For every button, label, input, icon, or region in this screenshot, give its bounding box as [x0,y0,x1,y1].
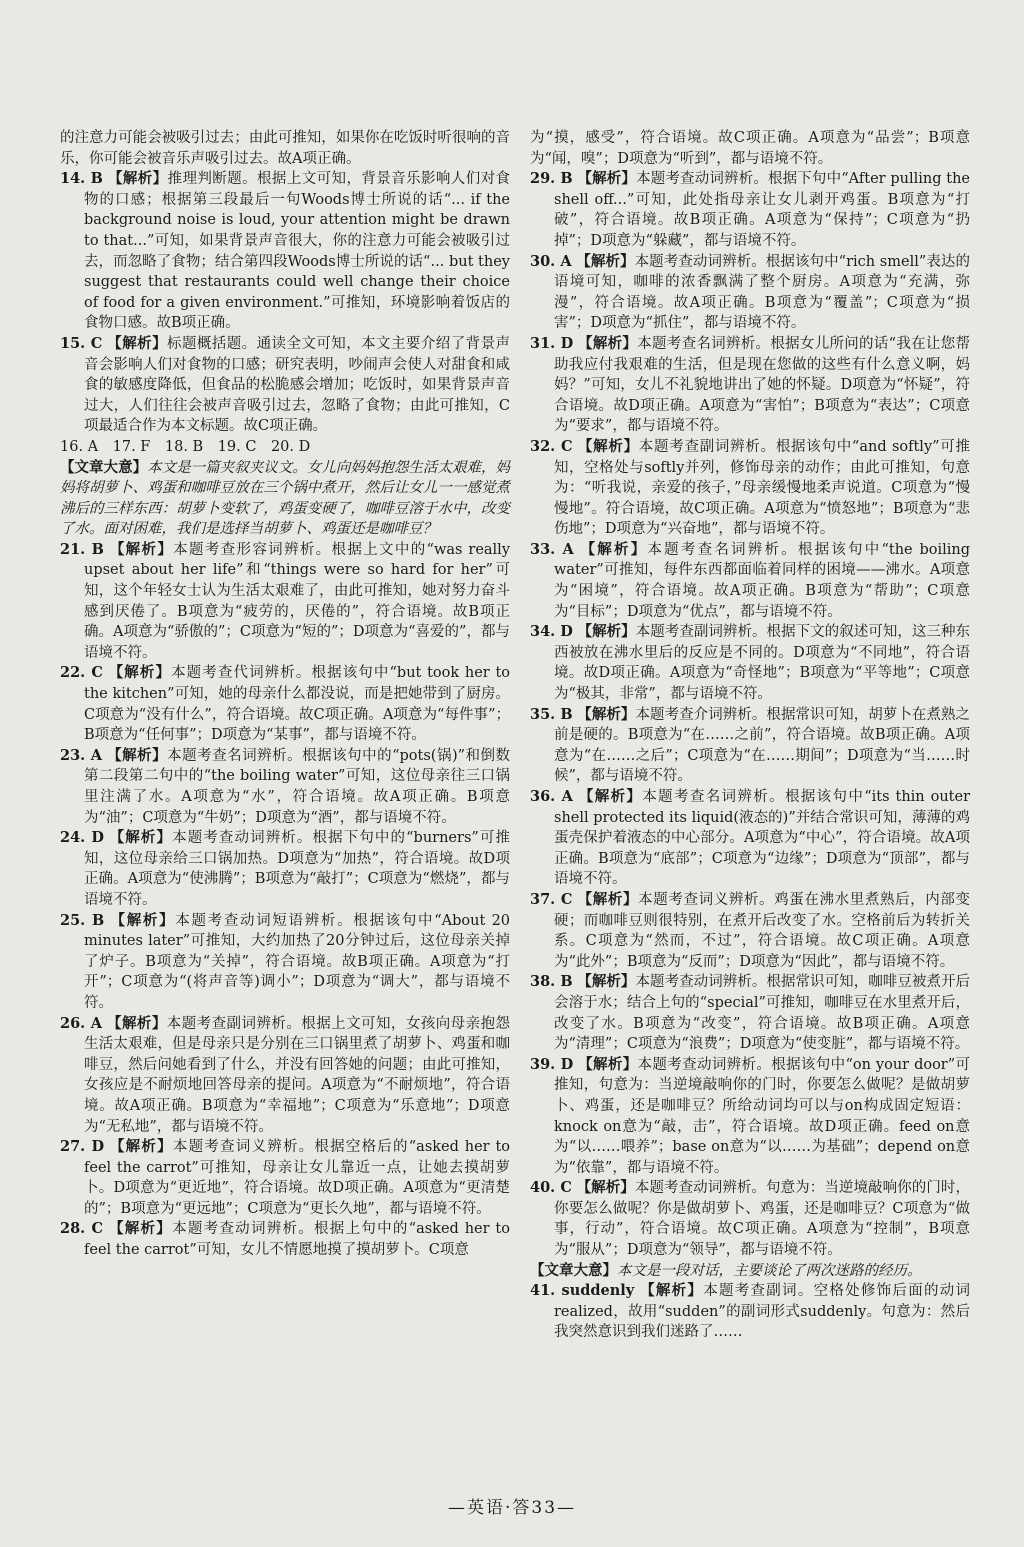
page-footer: —英语·答33— [447,1498,577,1518]
summary-tag: 【文章大意】 [60,458,148,476]
analysis-tag: 【解析】 [109,540,174,558]
answer-item [60,334,510,437]
text-line: 为“摸，感受”，符合语境。故C项正确。A项意为“品尝”；B项意为“闻，嗅”；D项意为“听到”，都与语境不符。 [530,130,970,167]
right-column [530,128,970,1343]
analysis-tag: 【解析】 [578,334,638,352]
answer-item [530,540,970,622]
answer-item [530,705,970,787]
answer-number: 38. B [530,973,573,991]
analysis-text: 本题考查动词辨析。根据该句中“on your door”可推知，句意为：当逆境敲响你的门时，你要怎么做呢？是做胡萝卜、鸡蛋，还是咖啡豆？所给动词均可以与on构成固定短语：knock on意为“敲，击”，符合语境。故D项正确。feed on意为“以……喂养”；base on意为“以……为基础”；depend on意为“依靠”，都与语境不符。 [554,1056,971,1176]
answer-number: 23. A [60,746,103,764]
answer-number: 15. C [60,334,103,352]
analysis-text: 本题考查动词辨析。根据上句中的“asked her to feel the carrot”可知，女儿不情愿地摸了摸胡萝卜。C项意 [84,1221,510,1259]
answer-number: 26. A [60,1014,102,1032]
answer-number: 35. B [530,705,573,723]
summary-text: 本文是一段对话，主要谈论了两次迷路的经历。 [617,1262,922,1279]
analysis-text: 本题考查介词辨析。根据常识可知，胡萝卜在煮熟之前是硬的。B项意为“在……之前”，符合语境。故B项正确。A项意为“在……之后”；C项意为“在……期间”；D项意为“当……时候”，都与语境不符。 [554,706,971,785]
analysis-text: 本题考查动词辨析。根据该句中“rich smell”表达的语境可知，咖啡的浓香飘满了整个厨房。A项意为“充满，弥漫”，符合语境。故A项正确。B项意为“覆盖”；C项意为“损害”；D项意为“抓住”，都与语境不符。 [554,253,971,332]
analysis-tag: 【解析】 [109,1138,173,1156]
answer-item [530,437,970,540]
analysis-text: 本题考查词义辨析。根据空格后的“asked her to feel the carrot”可推知，母亲让女儿靠近一点，让她去摸胡萝卜。D项意为“更近地”，符合语境。故D项正确。A项意为“更清楚的”；B项意为“更远地”；C项意为“更长久地”，都与语境不符。 [84,1139,510,1217]
analysis-text: 本题考查代词辨析。根据该句中“but took her to the kitchen”可知，她的母亲什么都没说，而是把她带到了厨房。C项意为“没有什么”，符合语境。故C项正确。A项意为“每件事”；B项意为“任何事”；D项意为“某事”，都与语境不符。 [84,665,510,744]
answer-number: 14. B [60,170,103,188]
analysis-text: 标题概括题。通读全文可知，本文主要介绍了背景声音会影响人们对食物的口感；研究表明，吵闹声会使人对甜食和咸食的敏感度降低，但食品的松脆感会增加；吃饭时，如果背景声音过大，人们往往会被声音吸引过去，忽略了食物；由此可推知，C项最适合作为本文标题。故C项正确。 [84,335,511,435]
analysis-tag: 【解析】 [580,540,648,558]
text-line: 16. A 17. F 18. B 19. C 20. D [60,438,311,455]
answer-number: 30. A [530,252,572,270]
analysis-text: 本题考查名词辨析。根据女儿所问的话“我在让您帮助我应付我艰难的生活，但是现在您做的这些有什么意义啊，妈妈？”可知，女儿不礼貌地讲出了她的怀疑。D项意为“怀疑”，符合语境。故D项正确。A项意为“害怕”；B项意为“表达”；C项意为“要求”，都与语境不符。 [554,335,971,435]
analysis-tag: 【解析】 [578,1055,638,1073]
answer-item [60,169,510,334]
analysis-text: 本题考查词义辨析。鸡蛋在沸水里煮熟后，内部变硬；而咖啡豆则很特别，在煮开后改变了水。空格前后为转折关系。C项意为“然而，不过”，符合语境。故C项正确。A项意为“此外”；B项意为“反而”；D项意为“因此”，都与语境不符。 [554,891,971,970]
answer-item [530,1178,970,1260]
answer-number: 21. B [60,540,104,558]
answer-item [60,746,510,828]
answer-item [530,787,970,890]
answer-item [530,1281,970,1343]
answer-number: 36. A [530,788,573,805]
analysis-text: 本题考查动词短语辨析。根据该句中“About 20 minutes later”可推知，大约加热了20分钟过后，这位母亲关掉了炉子。B项意为“关掉”，符合语境。故B项正确。A项意为“打开”；C项意为“(将声音等)调小”；D项意为“调大”，都与语境不符。 [84,912,511,1011]
analysis-tag: 【解析】 [576,252,635,270]
analysis-tag: 【解析】 [108,1220,173,1238]
analysis-tag: 【解析】 [109,829,173,847]
answer-item [530,169,970,251]
analysis-text: 本题考查动词辨析。根据常识可知，咖啡豆被煮开后会溶于水；结合上句的“special”可推知，咖啡豆在水里煮开后，改变了水。B项意为“改变”，符合语境。故B项正确。A项意为“清理”；C项意为“浪费”；D项意为“使变脏”，都与语境不符。 [554,974,971,1053]
answer-item [530,1055,970,1179]
answer-number: 41. suddenly [530,1282,635,1300]
analysis-text: 本题考查动词辨析。句意为：当逆境敲响你的门时，你要怎么做呢？你是做胡萝卜、鸡蛋，还是咖啡豆？C项意为“做事，行动”，符合语境。故C项正确。A项意为“控制”，B项意为“服从”；D项意为“领导”，都与语境不符。 [554,1180,970,1259]
answer-item [60,1137,510,1219]
answer-item [60,663,510,745]
answer-item [60,540,510,664]
answer-number: 24. D [60,829,104,847]
answer-number: 29. B [530,170,573,188]
answer-number: 33. A [530,540,574,558]
summary-paragraph [530,1261,970,1282]
answer-number: 31. D [530,334,574,352]
answer-item [60,1219,510,1260]
analysis-tag: 【解析】 [577,170,637,188]
analysis-tag: 【解析】 [577,437,639,455]
analysis-tag: 【解析】 [578,788,643,805]
answer-number: 25. B [60,911,105,929]
answer-number: 34. D [530,623,573,641]
analysis-text: 本题考查副词。空格处修饰后面的动词realized，故用“sudden”的副词形式suddenly。句意为：然后我突然意识到我们迷路了…… [554,1283,971,1341]
analysis-tag: 【解析】 [640,1282,704,1300]
analysis-tag: 【解析】 [107,746,168,764]
analysis-tag: 【解析】 [107,170,168,188]
analysis-text: 本题考查名词辨析。根据该句中的“pots(锅)”和倒数第二段第二句中的“the boiling water”可知，这位母亲往三口锅里注满了水。A项意为“水”，符合语境。故A项正确。B项意为“油”；C项意为“牛奶”；D项意为“酒”，都与语境不符。 [84,747,511,826]
summary-text: 本文是一篇夹叙夹议文。女儿向妈妈抱怨生活太艰难，妈妈将胡萝卜、鸡蛋和咖啡豆放在三个锅中煮开，然后让女儿一一感觉煮沸后的三样东西：胡萝卜变软了，鸡蛋变硬了，咖啡豆溶于水中，改变了水。面对困难，我们是选择当胡萝卜、鸡蛋还是咖啡豆？ [60,459,511,538]
answer-number: 39. D [530,1055,574,1073]
answer-item [530,334,970,437]
analysis-tag: 【解析】 [577,623,636,641]
analysis-text: 本题考查动词辨析。根据下句中的“burners”可推知，这位母亲给三口锅加热。D项意为“加热”，符合语境。故D项正确。A项意为“使沸腾”；B项意为“敲打”；C项意为“燃烧”，都与语境不符。 [84,830,511,908]
analysis-text: 本题考查形容词辨析。根据上文中的“was really upset about her life”和“things were so hard for her”可知，这个年轻女士认为生活太艰难了，由此可推知，她对努力奋斗感到厌倦了。B项意为“疲劳的，厌倦的”，符合语境。故B项正确。A项意为“骄傲的”；C项意为“短的”；D项意为“喜爱的”，都与语境不符。 [84,541,511,661]
answer-number: 27. D [60,1138,105,1156]
analysis-text: 本题考查副词辨析。根据下文的叙述可知，这三种东西被放在沸水里后的反应是不同的。D项意为“不同地”，符合语境。故D项正确。A项意为“奇怪地”；B项意为“平等地”；C项意为“极其，非常”，都与语境不符。 [554,624,971,703]
answer-item [530,252,970,334]
analysis-tag: 【解析】 [577,890,639,908]
answer-item [530,890,970,972]
answer-number: 32. C [530,437,573,455]
summary-tag: 【文章大意】 [530,1261,617,1279]
answer-item [530,622,970,704]
answer-item [60,1014,510,1138]
analysis-tag: 【解析】 [108,664,172,682]
answer-item [60,828,510,910]
left-column [60,128,510,1261]
answer-number: 40. C [530,1179,572,1197]
answer-item [60,911,510,1014]
answer-number: 37. C [530,890,573,908]
analysis-tag: 【解析】 [577,973,636,991]
analysis-tag: 【解析】 [576,1179,635,1197]
answer-number: 28. C [60,1220,104,1238]
text-line: 的注意力可能会被吸引过去；由此可推知，如果你在吃饭时听很响的音乐，你可能会被音乐声吸引过去。故A项正确。 [60,130,510,167]
summary-paragraph [60,458,510,540]
analysis-tag: 【解析】 [110,911,176,929]
analysis-text: 本题考查名词辨析。根据该句中“its thin outer shell protected its liquid(液态的)”并结合常识可知，薄薄的鸡蛋壳保护着液态的中心部分。A项意为“中心”，符合语境。故A项正确。B项意为“底部”；C项意为“边缘”；D项意为“顶部”，都与语境不符。 [554,789,971,888]
analysis-text: 本题考查动词辨析。根据下句中“After pulling the shell off...”可知，此处指母亲让女儿剥开鸡蛋。B项意为“打破”，符合语境。故B项正确。A项意为“保持”；C项意为“扔掉”；D项意为“躲藏”，都与语境不符。 [554,171,971,249]
answer-item [530,972,970,1054]
analysis-tag: 【解析】 [577,705,636,723]
analysis-tag: 【解析】 [107,334,168,352]
analysis-text: 推理判断题。根据上文可知，背景音乐影响人们对食物的口感；根据第三段最后一句Woods博士所说的话“... if the background noise is loud, your attention might be drawn to that...”可知，如果背景声音很大，你的注意力可能会被吸引过去，而忽略了食物；结合第四段Woods博士所说的话“... but they suggest that restaurants could well change their choice of food for a given environment.”可推知，环境影响着饭店的食物口感。故B项正确。 [84,171,511,332]
answer-number: 22. C [60,664,103,682]
analysis-text: 本题考查副词辨析。根据该句中“and softly”可推知，空格处与softly并列，修饰母亲的动作；由此可推知，句意为：“听我说，亲爱的孩子，”母亲缓慢地柔声说道。C项意为“慢慢地”。符合语境，故C项正确。A项意为“愤怒地”；B项意为“悲伤地”；D项意为“兴奋地”，都与语境不符。 [554,438,971,538]
analysis-tag: 【解析】 [107,1014,167,1032]
analysis-text: 本题考查副词辨析。根据上文可知，女孩向母亲抱怨生活太艰难，但是母亲只是分别在三口锅里煮了胡萝卜、鸡蛋和咖啡豆，然后问她看到了什么，并没有回答她的问题；由此可推知，女孩应是不耐烦地回答母亲的提问。A项意为“不耐烦地”，符合语境。故A项正确。B项意为“幸福地”；C项意为“乐意地”；D项意为“无私地”，都与语境不符。 [84,1015,511,1135]
analysis-text: 本题考查名词辨析。根据该句中“the boiling water”可推知，每件东西都面临着同样的困境——沸水。A项意为“困境”，符合语境。故A项正确。B项意为“帮助”；C项意为“目标”；D项意为“优点”，都与语境不符。 [554,541,971,620]
